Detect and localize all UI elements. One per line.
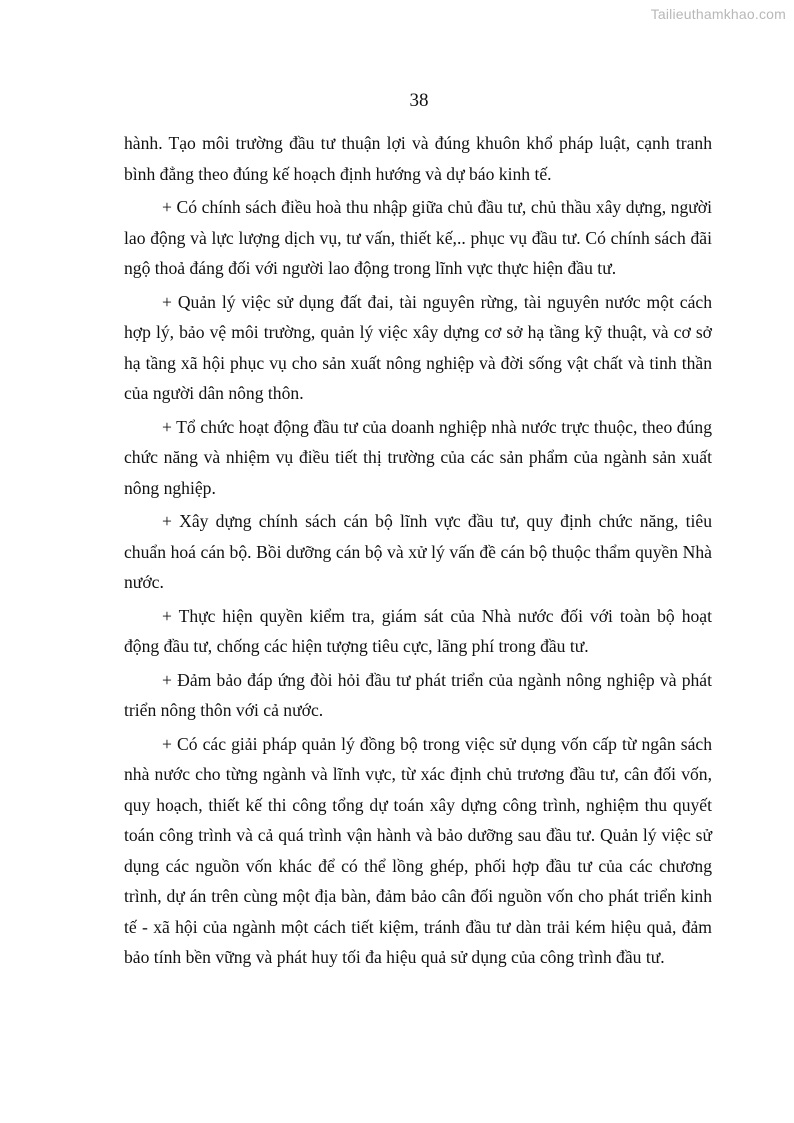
paragraph-development-demand: + Đảm bảo đáp ứng đòi hỏi đầu tư phát triển của ngành nông nghiệp và phát triển nông thôn với cả nước. <box>124 669 712 720</box>
watermark: Tailieuthamkhao.com <box>650 6 786 22</box>
paragraph-continuation: hành. Tạo môi trường đầu tư thuận lợi và đúng khuôn khổ pháp luật, cạnh tranh bình đẳng theo đúng kế hoạch định hướng và dự báo kinh tế. <box>124 133 712 184</box>
paragraph-staff-policy: + Xây dựng chính sách cán bộ lĩnh vực đầu tư, quy định chức năng, tiêu chuẩn hoá cán bộ. Bồi dưỡng cán bộ và xử lý vấn đề cán bộ thuộc thẩm quyền Nhà nước. <box>124 511 712 592</box>
page-number: 38 <box>409 90 429 111</box>
paragraph-state-enterprise: + Tổ chức hoạt động đầu tư của doanh nghiệp nhà nước trực thuộc, theo đúng chức năng và nhiệm vụ điều tiết thị trường của các sản phẩm của ngành sản xuất nông nghiệp. <box>124 416 712 498</box>
paragraph-land-resources: + Quản lý việc sử dụng đất đai, tài nguyên rừng, tài nguyên nước một cách hợp lý, bảo vệ môi trường, quản lý việc xây dựng cơ sở hạ tầng kỹ thuật, và cơ sở hạ tầng xã hội phục vụ cho sản xuất nông nghiệp và đời sống vật chất và tinh thần của người dân nông thôn. <box>124 291 712 403</box>
paragraph-inspection: + Thực hiện quyền kiểm tra, giám sát của Nhà nước đối với toàn bộ hoạt động đầu tư, chống các hiện tượng tiêu cực, lãng phí trong đầu tư. <box>124 605 712 656</box>
document-body <box>124 128 712 976</box>
paragraph-capital-management: + Có các giải pháp quản lý đồng bộ trong việc sử dụng vốn cấp từ ngân sách nhà nước cho từng ngành và lĩnh vực, từ xác định chủ trương đầu tư, cân đối vốn, quy hoạch, thiết kế thi công tổng dự toán xây dựng công trình, nghiệm thu quyết toán công trình và cả quá trình vận hành và bảo dưỡng sau đầu tư. Quản lý việc sử dụng các nguồn vốn khác để có thể lồng ghép, phối hợp đầu tư của các chương trình, dự án trên cùng một địa bàn, đảm bảo cân đối nguồn vốn cho phát triển kinh tế - xã hội của ngành một cách tiết kiệm, tránh đầu tư dàn trải kém hiệu quả, đảm bảo tính bền vững và phát huy tối đa hiệu quả sử dụng của công trình đầu tư. <box>124 733 712 967</box>
paragraph-income-policy: + Có chính sách điều hoà thu nhập giữa chủ đầu tư, chủ thầu xây dựng, người lao động và lực lượng dịch vụ, tư vấn, thiết kế,.. phục vụ đầu tư. Có chính sách đãi ngộ thoả đáng đối với người lao động trong lĩnh vực thực hiện đầu tư. <box>124 197 712 278</box>
